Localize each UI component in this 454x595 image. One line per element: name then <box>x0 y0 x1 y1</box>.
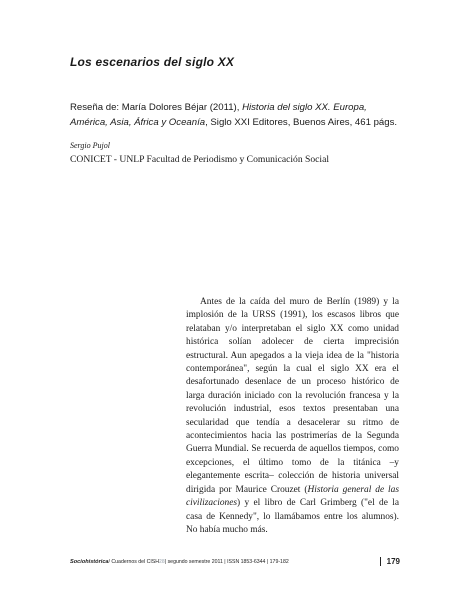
body-paragraph <box>186 296 399 537</box>
body-part-1: Antes de la caída del muro de Berlín (1989) y la implosión de la URSS (1991), los escasos libros que relataban y/o interpretaban el siglo XX como unidad histórica solían adolecer de cierta imprecisión estructural. Aun apegados a la vieja idea de la "historia contemporánea", según la cual el siglo XX era el desafortunado desenlace de un proceso histórico de larga duración iniciado con la revolución francesa y la revolución industrial, esos textos presentaban una secularidad que tendía a desacelerar su ritmo de acontecimientos hacia las postrimerías de la Segunda Guerra Mundial. Se recuerda de aquellos tiempos, como excepciones, el último tomo de la titánica –y elegantemente escrita– colección de historia universal dirigida por Maurice Crouzet ( <box>186 297 399 495</box>
footer-text-before-issue: / Cuadernos del CISH <box>108 558 160 565</box>
author-affiliation: CONICET - UNLP Facultad de Periodismo y Comunicación Social <box>70 154 329 165</box>
page-footer <box>70 557 400 566</box>
page-number: 179 <box>386 557 400 566</box>
footer-divider <box>380 557 381 566</box>
review-book-title: Historia del siglo XX. Europa, América, Asia, África y Oceanía <box>70 102 367 128</box>
body-italic-title: Historia general de las civilizaciones <box>186 484 399 509</box>
footer-text-after-issue: | segundo semestre 2011 | ISSN 1853-6344 | 179-182 <box>164 558 289 565</box>
review-prefix: Reseña de: María Dolores Béjar (2011), <box>70 102 243 113</box>
author-name: Sergio Pujol <box>70 141 110 150</box>
journal-name: Sociohistórica <box>70 558 109 565</box>
review-suffix: , Siglo XXI Editores, Buenos Aires, 461 págs. <box>205 117 398 128</box>
issue-number: 28 <box>159 558 165 565</box>
review-citation <box>70 100 400 130</box>
body-part-2: ) y el libro de Carl Grimberg ("el de la casa de Kennedy", lo llamábamos entre los alumnos). No había mucho más. <box>186 498 399 535</box>
article-title: Los escenarios del siglo XX <box>70 55 235 69</box>
